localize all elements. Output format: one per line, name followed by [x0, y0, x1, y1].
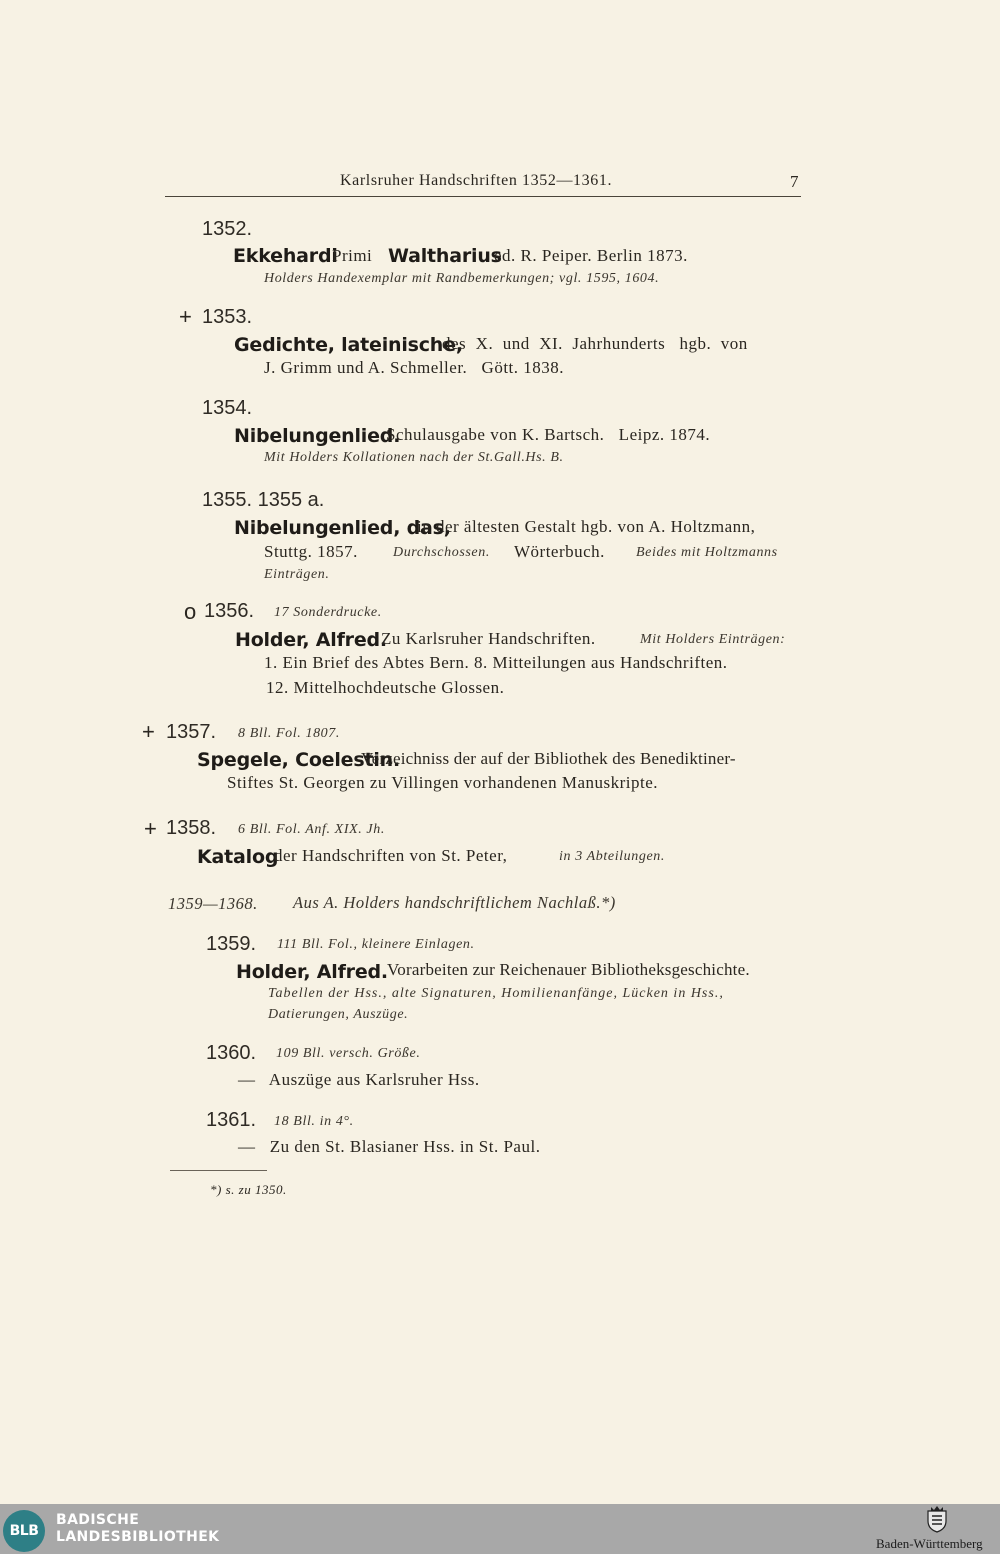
entry-text-1358-a: der Handschriften von St. Peter, — [274, 846, 508, 865]
entry-desc-1361: 18 Bll. in 4°. — [274, 1114, 354, 1129]
entry-desc-1357: 8 Bll. Fol. 1807. — [238, 726, 340, 741]
entry-text-1352-b: ed. R. Peiper. Berlin 1873. — [494, 246, 688, 265]
entry-number-1359: 1359. — [206, 933, 257, 955]
entry-text-1355-c: Wörterbuch. — [514, 542, 605, 561]
entry-note-1355-b: Durchschossen. — [393, 545, 490, 560]
entry-note-1359-b: Datierungen, Auszüge. — [268, 1007, 409, 1022]
entry-number-1353: 1353. — [202, 306, 253, 328]
footnote: *) s. zu 1350. — [210, 1182, 287, 1197]
entry-note-1358-a: in 3 Abteilungen. — [559, 849, 665, 864]
header-rule — [165, 196, 801, 197]
entry-text-1355-a: in der ältesten Gestalt hgb. von A. Holtzmann, — [417, 517, 756, 536]
entry-text-1357-a: Verzeichniss der auf der Bibliothek des Benediktiner- — [361, 749, 736, 768]
entry-number-1361: 1361. — [206, 1109, 257, 1131]
running-header-title: Karlsruher Handschriften 1352—1361. — [340, 172, 613, 189]
entry-text-1355-b: Stuttg. 1857. — [264, 542, 358, 561]
entry-text-1357-b: Stiftes St. Georgen zu Villingen vorhandenen Manuskripte. — [227, 773, 659, 792]
coat-of-arms-icon — [925, 1505, 949, 1533]
entry-number-1358: 1358. — [166, 817, 217, 839]
library-name-line2: LANDESBIBLIOTHEK — [56, 1529, 220, 1545]
entry-desc-1356: 17 Sonderdrucke. — [274, 605, 382, 620]
entry-text-1361-a: — Zu den St. Blasianer Hss. in St. Paul. — [238, 1137, 541, 1156]
baden-wuerttemberg-label: Baden-Württemberg — [876, 1536, 983, 1551]
entry-text-1353-b: J. Grimm und A. Schmeller. Gött. 1838. — [264, 358, 565, 377]
entry-text-1353-a: des X. und XI. Jahrhunderts hgb. von — [442, 334, 748, 353]
entry-keyword-1357: Spegele, Coelestin. — [197, 749, 401, 771]
entry-keyword-1354: Nibelungenlied. — [234, 425, 401, 447]
entry-text-1356-b: 1. Ein Brief des Abtes Bern. 8. Mitteilungen aus Handschriften. — [264, 653, 728, 672]
entry-desc-1360: 109 Bll. versch. Größe. — [276, 1046, 421, 1061]
entry-mark-1356: o — [184, 599, 197, 624]
entry-keyword-1359: Holder, Alfred. — [236, 961, 388, 983]
entry-text-1359-a: Vorarbeiten zur Reichenauer Bibliotheksgeschichte. — [387, 960, 750, 979]
entry-desc-1358: 6 Bll. Fol. Anf. XIX. Jh. — [238, 822, 385, 837]
entry-number-1356: 1356. — [204, 600, 255, 622]
entry-number-1360: 1360. — [206, 1042, 257, 1064]
group-range: 1359—1368. — [168, 894, 258, 913]
entry-text-1360-a: — Auszüge aus Karlsruher Hss. — [238, 1070, 480, 1089]
entry-note-1355-c: Beides mit Holtzmanns — [636, 545, 778, 560]
entry-keyword-1358: Katalog — [197, 846, 279, 868]
entry-mark-1357: + — [142, 719, 155, 744]
entry-number-1355: 1355. 1355 a. — [202, 489, 325, 511]
entry-note-1352: Holders Handexemplar mit Randbemerkungen; vgl. 1595, 1604. — [264, 271, 660, 286]
entry-keyword-1356: Holder, Alfred. — [235, 629, 387, 651]
entry-keyword-1355: Nibelungenlied, das, — [234, 517, 451, 539]
group-text: Aus A. Holders handschriftlichem Nachlaß.*) — [293, 893, 616, 912]
entry-keyword-1353: Gedichte, lateinische, — [234, 334, 463, 356]
entry-number-1354: 1354. — [202, 397, 253, 419]
entry-desc-1359: 111 Bll. Fol., kleinere Einlagen. — [277, 937, 475, 952]
blb-logo[interactable]: BLB — [3, 1510, 45, 1552]
library-name — [56, 1512, 219, 1546]
entry-keyword-1352: Ekkehardi — [233, 245, 338, 267]
library-banner — [0, 1504, 1000, 1554]
entry-text-1356-a: Zu Karlsruher Handschriften. — [381, 629, 596, 648]
entry-number-1352: 1352. — [202, 218, 253, 240]
entry-note-1359-a: Tabellen der Hss., alte Signaturen, Homilienanfänge, Lücken in Hss., — [268, 986, 724, 1001]
entry-keyword2-1352: Waltharius — [388, 245, 502, 267]
entry-note-1355-d: Einträgen. — [264, 567, 330, 582]
entry-note-1354: Mit Holders Kollationen nach der St.Gall.Hs. B. — [264, 450, 564, 465]
entry-text-1352-a: Primi — [332, 246, 373, 265]
footnote-rule — [170, 1170, 267, 1171]
page-number: 7 — [790, 172, 799, 191]
entry-number-1357: 1357. — [166, 721, 217, 743]
entry-mark-1358: + — [144, 816, 157, 841]
entry-mark-1353: + — [179, 304, 192, 329]
entry-text-1354-a: Schulausgabe von K. Bartsch. Leipz. 1874. — [386, 425, 711, 444]
library-name-line1: BADISCHE — [56, 1512, 140, 1528]
entry-text-1356-c: 12. Mittelhochdeutsche Glossen. — [266, 678, 505, 697]
entry-note-1356-a: Mit Holders Einträgen: — [640, 632, 786, 647]
